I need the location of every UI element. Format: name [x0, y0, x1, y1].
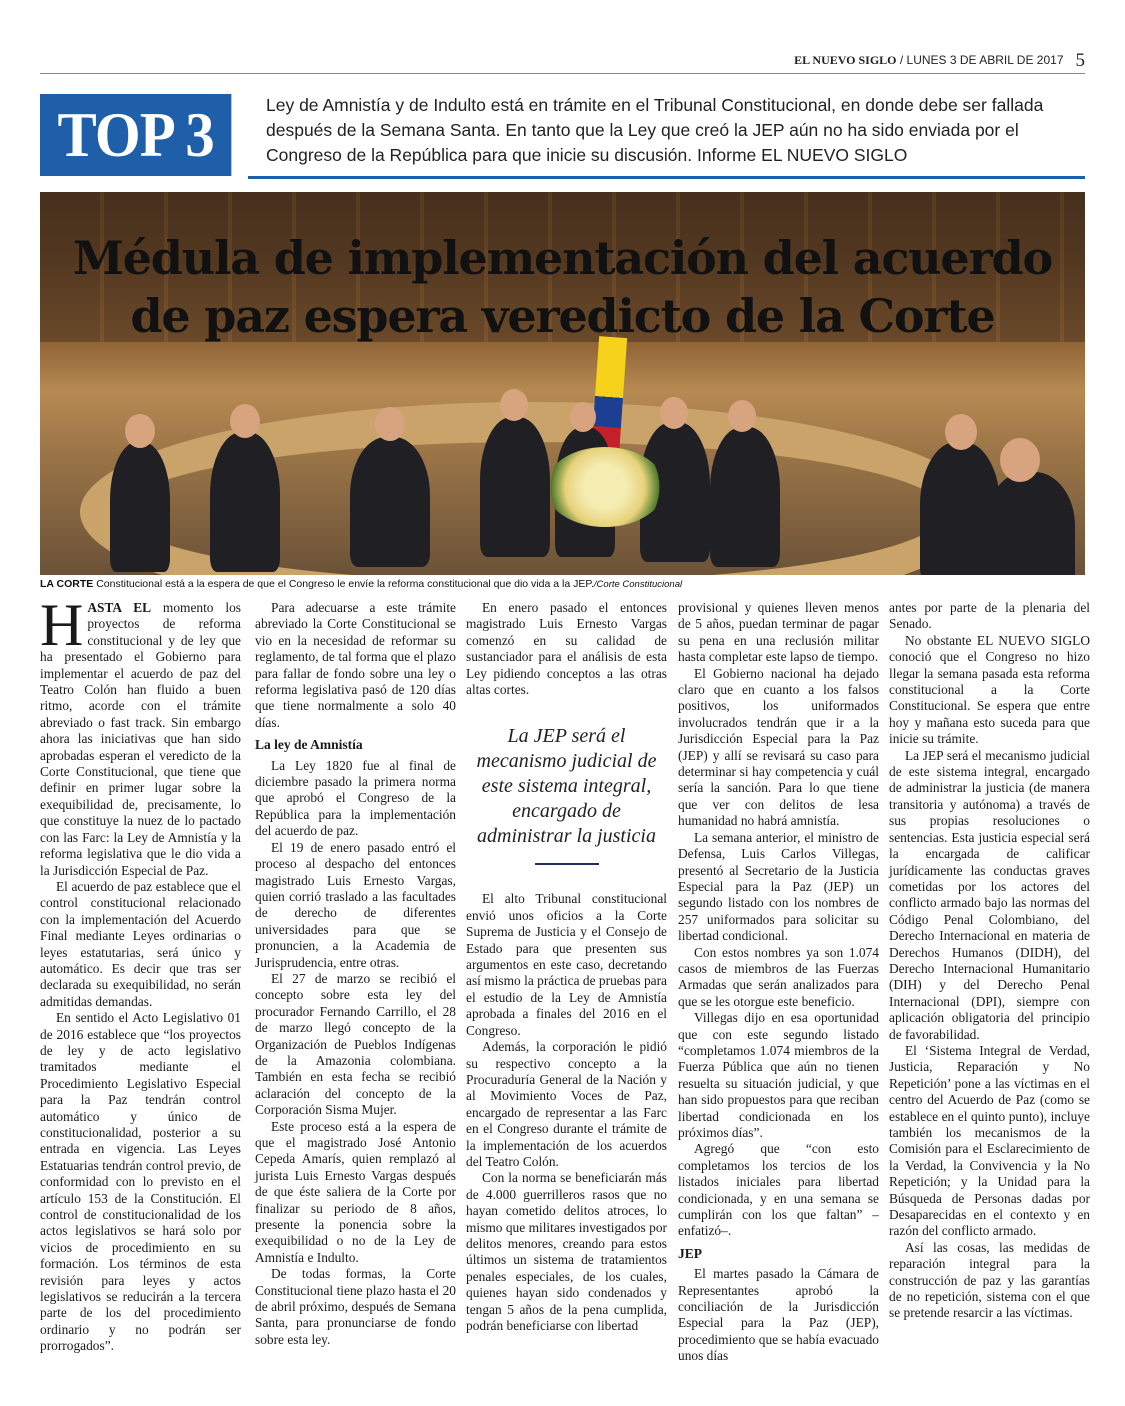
paragraph: En sentido el Acto Legislativo 01 de 2016 establece que “los proyectos de ley y de acto legislativo tramitados mediante el Procedimiento Legislativo Especial para la Paz tendrán control automático y único de constitucionalidad, posterior a su entrada en vigencia. Las Leyes Estatuarias tendrán control previo, de conformidad con lo previsto en el artículo 153 de la Constitución. El control de constitucionalidad de los actos legislativos se hará solo por vicios de procedimiento en su formación. Los términos de esta revisión para leyes y actos legislativos se reducirán a la tercera parte de los del procedimiento ordinario y no podrán ser prorrogados”. [40, 1010, 241, 1354]
paragraph: No obstante EL NUEVO SIGLO conoció que el Congreso no hizo llegar la semana pasada esta reforma constitucional a la Corte Constitucional. Se espera que entre hoy y mañana esto suceda para que inicie su trámite. [889, 632, 1090, 747]
paragraph: El ‘Sistema Integral de Verdad, Justicia, Reparación y No Repetición’ pone a las víctimas en el centro del Acuerdo de Paz (como se establece en el quinto punto), incluye también los mecanismos de la Comisión para el Esclarecimiento de la Verdad, la Convivencia y la No Repetición; y la Unidad para la Búsqueda de Personas dadas por Desaparecidas en el contexto y en razón del conflicto armado. [889, 1042, 1090, 1239]
photo-head [125, 414, 155, 448]
kicker-text: Ley de Amnistía y de Indulto está en trámite en el Tribunal Constitucional, en donde debe ser fallada después de la Semana Santa. En tanto que la Ley que creó la JEP aún no ha sido enviada por el Congreso de la República para que inicie su discusión. Informe EL NUEVO SIGLO [266, 95, 1044, 165]
photo-head [945, 414, 977, 450]
paragraph: momento los proyectos de reforma constitucional y de ley que ha presentado el Gobierno para implementar el acuerdo de paz del Teatro Colón han fluido a buen ritmo, acorde con el trámite abreviado o fast track. Sin embargo ahora las iniciativas que han sido aprobadas esperan el veredicto de la Corte Constitucional, que tiene que definir en primer lugar sobre la exequibilidad de, precisamente, lo que constituye la nuez de lo pactado con las Farc: la Ley de Amnistía y la reforma legislativa que le dio vida a la Jurisdicción Especial de Paz. [40, 600, 241, 878]
caption-credit: /Corte Constitucional [593, 579, 683, 590]
photo-head [660, 397, 688, 429]
paragraph: Agregó que “con esto completamos los tercios de los listados iniciales para libertad condicionada, y en una semana se cumplirán con los que faltan” –enfatizó–. [678, 1141, 879, 1239]
photo-head [1000, 438, 1040, 482]
photo-head [230, 404, 260, 438]
column-4 [678, 600, 879, 1365]
lead-paragraph [40, 592, 241, 879]
photo-head [375, 407, 405, 441]
headline: Médula de implementación del acuerdo de paz espera veredicto de la Corte [73, 230, 1052, 343]
photo-head [728, 400, 756, 432]
drop-cap: H [40, 592, 84, 658]
subhead-jep: JEP [678, 1245, 703, 1261]
photo-person [210, 432, 280, 572]
issue-date: / LUNES 3 DE ABRIL DE 2017 [896, 53, 1064, 67]
running-head [794, 50, 1085, 72]
caption-text: Constitucional está a la espera de que el Congreso le envíe la reforma constitucional que dio vida a la JEP. [93, 578, 594, 590]
paragraph: La JEP será el mecanismo judicial de este sistema integral, encargado de administrar la justicia (de manera transitoria y autónoma) a través de sus propias resoluciones o sentencias. Esta justicia especial será la encargada de calificar jurídicamente las conductas graves cometidas por los actores del conflicto armado bajo las normas del Código Penal Colombiano, del Derecho Internacional en materia de Derechos Humanos (DIDH), del Derecho Internacional Humanitario (DIH) y del Derecho Penal Internacional (DPI), siempre con aplicación obligatoria del principio de favorabilidad. [889, 747, 1090, 1042]
lead-caps: ASTA EL [87, 600, 152, 615]
paragraph: El alto Tribunal constitucional envió unos oficios a la Corte Suprema de Justicia y el Consejo de Estado para que presenten sus argumentos en este caso, decretando así mismo la práctica de pruebas para el estudio de la Ley de Amnistía aprobada a finales del 2016 en el Congreso. [466, 891, 667, 1038]
paragraph: Villegas dijo en esa oportunidad que con este segundo listado “completamos 1.074 miembros de la Fuerza Pública que aún no tienen resuelta su situación judicial, y que han sido propuestos para que reciban libertad condicionada en los próximos días”. [678, 1010, 879, 1140]
pull-quote: La JEP será el mecanismo judicial de este sistema integral, encargado de administrar la justicia [476, 725, 657, 848]
paragraph: Este proceso está a la espera de que el magistrado José Antonio Cepeda Amarís, quien remplazó al jurista Luis Ernesto Vargas después de que éste saliera de la Corte por finalizar su periodo de 8 años, presente la ponencia sobre la exequibilidad o no de la Ley de Amnistía e Indulto. [255, 1118, 456, 1265]
column-1 [40, 592, 241, 1355]
photo-head [570, 402, 596, 432]
paragraph: Con estos nombres ya son 1.074 casos de miembros de las Fuerzas Armadas que serán analizados para que se les otorgue este beneficio. [678, 944, 879, 1009]
paragraph: Para adecuarse a este trámite abreviado la Corte Constitucional se vio en la necesidad de reformar su reglamento, de tal forma que el plazo para fallar de fondo sobre una ley o reforma legislativa pasó de 120 días que tiene normalmente a solo 40 días. [255, 600, 456, 730]
photo-person [110, 442, 170, 572]
header-rule [40, 73, 1085, 74]
photo-person [985, 472, 1075, 575]
paragraph: De todas formas, la Corte Constitucional tiene plazo hasta el 20 de abril próximo, después de Semana Santa, para pronunciarse de fondo sobre esta ley. [255, 1266, 456, 1347]
column-2 [255, 600, 456, 1348]
pull-quote-rule [535, 863, 599, 865]
paragraph: Además, la corporación le pidió su respectivo concepto a la Procuraduría General de la Nación y al Movimiento Voces de Paz, encargado de representar a las Farc en el Congreso durante el trámite de la implementación de los acuerdos del Teatro Colón. [466, 1039, 667, 1169]
photo-person [710, 427, 780, 567]
photo-person [480, 417, 550, 557]
paragraph: El acuerdo de paz establece que el control constitucional relacionado con la implementación del Acuerdo Final mediante Leyes ordinarias o leyes estatutarias, será único y automático. Es decir que tras ser declarada su exequibilidad, no serán admitidas demandas. [40, 878, 241, 1009]
paragraph: El 27 de marzo se recibió el concepto sobre esta ley del procurador Fernando Carrillo, el 28 de marzo llegó concepto de la Organización de Pueblos Indígenas de la Amazonia colombiana. También en esta fecha se recibió aclaración del concepto de la Corporación Sisma Mujer. [255, 970, 456, 1118]
column-5 [889, 600, 1090, 1322]
paragraph: provisional y quienes lleven menos de 5 años, puedan terminar de pagar su pena en una reclusión militar hasta completar este lapso de tiempo. [678, 600, 879, 665]
caption-lead: LA CORTE [40, 578, 94, 590]
paragraph: antes por parte de la plenaria del Senado. [889, 600, 1090, 632]
column-3 [466, 600, 667, 1334]
photo-caption [40, 578, 1085, 590]
paragraph: Así las cosas, las medidas de reparación integral para la construcción de paz y las garantías de no repetición, sistema con el que se pretende resarcir a las víctimas. [889, 1239, 1090, 1321]
flower-arrangement [545, 447, 665, 527]
paragraph: La Ley 1820 fue al final de diciembre pasado la primera norma que aprobó el Congreso de la República para la implementación del acuerdo de paz. [255, 757, 456, 839]
paragraph: En enero pasado el entonces magistrado Luis Ernesto Vargas comenzó en su calidad de sustanciador para el análisis de esta Ley pidiendo conceptos a las otras altas cortes. [466, 600, 667, 698]
page-number: 5 [1075, 50, 1085, 71]
paragraph: El Gobierno nacional ha dejado claro que en cuanto a los falsos positivos, los uniformados involucrados tendrán que ir a la Jurisdicción Especial para la Paz (JEP) y allí se revisará su caso para determinar si hay competencia y cuál sería la sanción. Para lo que tiene que ver con delitos de lesa humanidad no habrá amnistía. [678, 665, 879, 829]
kicker-rule [248, 176, 1085, 179]
paragraph: El martes pasado la Cámara de Representantes aprobó la conciliación de la Jurisdicción Especial para la Paz (JEP), procedimiento que se había evacuado unos días [678, 1266, 879, 1364]
paragraph: Con la norma se beneficiarán más de 4.000 guerrilleros rasos que no hayan cometido delitos atroces, lo mismo que militares investigados por delitos menores, creando para estos últimos un sistema de tratamientos penales especiales, de los cuales, quienes hayan sido condenados y tengan 5 años de la pena cumplida, podrán beneficiarse con libertad [466, 1170, 667, 1333]
subhead-amnistia: La ley de Amnistía [255, 737, 363, 753]
paragraph: El 19 de enero pasado entró el proceso al despacho del entonces magistrado Luis Ernesto Vargas, quien corrió traslado a las facultades de derecho de diferentes universidades para que se pronuncien, a la Academia de Jurisprudencia, entre otras. [255, 839, 456, 970]
publication-name: EL NUEVO SIGLO [794, 53, 897, 67]
photo-person [350, 437, 430, 567]
photo-head [500, 389, 528, 421]
paragraph: La semana anterior, el ministro de Defensa, Luis Carlos Villegas, presentó al Secretario de la Justicia Especial para la Paz (JEP) un segundo listado con los nombres de 257 uniformados para solicitar su libertad condicional. [678, 829, 879, 944]
top3-badge: TOP 3 [40, 94, 231, 176]
